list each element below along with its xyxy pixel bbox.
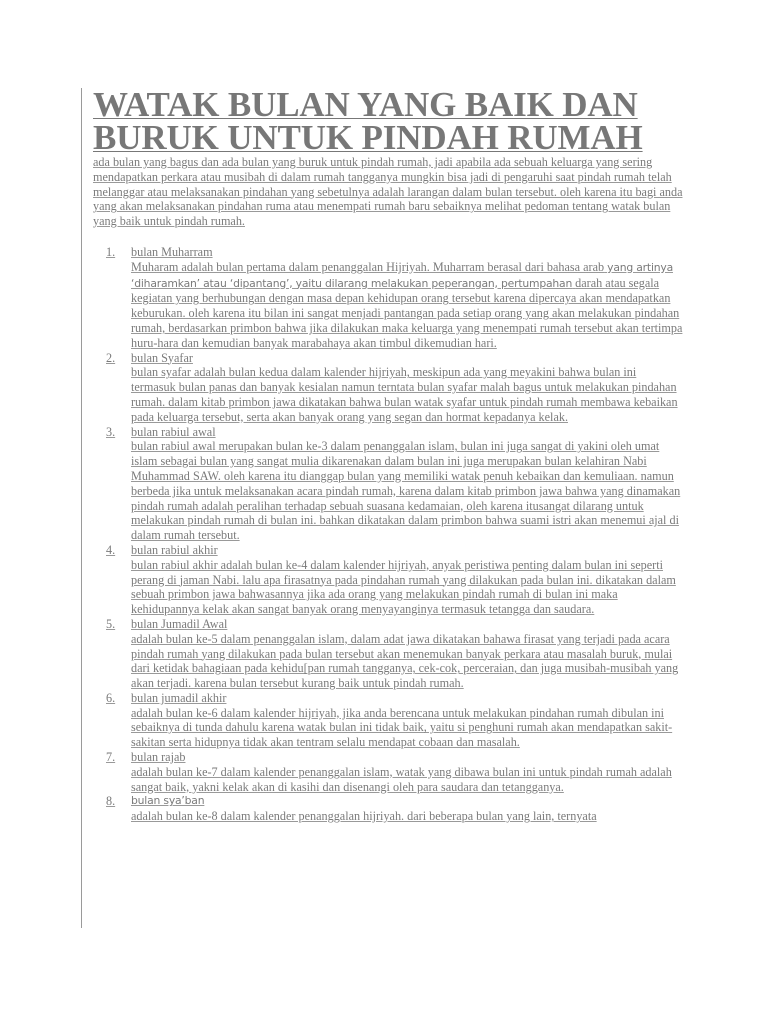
list-number: 4. bbox=[106, 542, 116, 557]
list-number: 7. bbox=[106, 750, 116, 765]
list-number: 1. bbox=[106, 244, 116, 259]
month-description-handwritten-line: yang artinya ‘diharamkan’ atau ‘dipantang’, yaitu dilarang melakukan peperangan, pertumpahan bbox=[131, 260, 673, 290]
list-item bbox=[93, 245, 683, 351]
month-description: adalah bulan ke-8 dalam kalender penanggalan hijriyah. dari beberapa bulan yang lain, ternyata bbox=[131, 809, 597, 824]
month-title: bulan jumadil akhir bbox=[131, 690, 227, 705]
list-number: 6. bbox=[106, 690, 116, 705]
month-description-rest: darah atau segala kegiatan yang berhubungan dengan masa depan kehidupan orang tersebut karena dipercaya akan mendapatkan keburukan. oleh karena itu bilan ini sangat menjadi pantangan pada setiap orang yang akan melakukan pindahan rumah, berdasarkan primbon bahwa jika dilakukan maka keluarga yang menempati rumah tersebut akan tertimpa huru-hara dan kemudian banyak marabahaya akan timbul dikemudian hari. bbox=[131, 275, 683, 350]
document-page bbox=[93, 85, 683, 824]
list-item bbox=[93, 794, 683, 824]
month-description: adalah bulan ke-5 dalam penanggalan islam, dalam adat jawa dikatakan bahawa firasat yang terjadi pada acara pindah rumah yang dilakukan pada bulan tersebut akan menemukan banyak perkara atau masalah buruk, mulai dari ketidak bahagiaan pada kehidu[pan rumah tangganya, cek-cok, perceraian, dan juga musibah-musibah yang akan terjadi. karena bulan tersebut kurang baik untuk pindah rumah. bbox=[131, 631, 679, 691]
list-item bbox=[93, 425, 683, 543]
list-item bbox=[93, 543, 683, 617]
list-item bbox=[93, 691, 683, 750]
month-description bbox=[131, 260, 683, 351]
month-title: bulan sya’ban bbox=[131, 794, 205, 808]
month-title: bulan rabiul akhir bbox=[131, 542, 218, 557]
intro-paragraph: ada bulan yang bagus dan ada bulan yang buruk untuk pindah rumah, jadi apabila ada sebuah keluarga yang sering mendapatkan perkara atau musibah di dalam rumah tangganya mungkin bisa jadi di pengaruhi saat pindah rumah telah melanggar atau melaksanakan pindahan yang sebetulnya adalah larangan dalam bulan tersebut. oleh karena itu bagi anda yang akan melaksanakan pindahan ruma atau menempati rumah baru sebaiknya melihat pedoman tentang watak bulan yang baik untuk pindah rumah. bbox=[93, 155, 683, 229]
month-description-line: Muharam adalah bulan pertama dalam penanggalan Hijriyah. Muharram berasal dari bahasa arab bbox=[131, 259, 605, 274]
month-description: adalah bulan ke-7 dalam kalender penanggalan islam, watak yang dibawa bulan ini untuk pindah rumah adalah sangat baik, yakni kelak akan di kasihi dan disenangi oleh para saudara dan tetangganya. bbox=[131, 764, 672, 794]
month-description: adalah bulan ke-6 dalam kalender hijriyah, jika anda berencana untuk melakukan pindahan rumah dibulan ini sebaiknya di tunda dahulu karena watak bulan ini tidak baik, yaitu si penghuni rumah akan mendapatkan sakit-sakitan serta hidupnya tidak akan tentram selalu mendapat cobaan dan masalah. bbox=[131, 705, 673, 750]
list-item bbox=[93, 617, 683, 691]
list-number: 2. bbox=[106, 350, 116, 365]
month-title: bulan rajab bbox=[131, 750, 186, 765]
left-margin-line bbox=[81, 88, 82, 928]
month-list bbox=[93, 245, 683, 824]
document-title: WATAK BULAN YANG BAIK DAN BURUK UNTUK PINDAH RUMAH bbox=[93, 85, 643, 157]
month-title: bulan rabiul awal bbox=[131, 424, 216, 439]
list-item bbox=[93, 351, 683, 425]
month-title: bulan Syafar bbox=[131, 350, 193, 365]
list-number: 5. bbox=[106, 616, 116, 631]
month-title: bulan Jumadil Awal bbox=[131, 616, 228, 631]
list-item bbox=[93, 750, 683, 794]
month-title: bulan Muharram bbox=[131, 244, 213, 259]
month-description: bulan rabiul awal merupakan bulan ke-3 dalam penanggalan islam, bulan ini juga sangat di yakini oleh umat islam sebagai bulan yang sangat mulia dikarenakan dalam bulan ini juga merupakan bulan kelahiran Nabi Muhammad SAW. oleh karena itu dianggap bulan yang memiliki watak penuh kebaikan dan kemuliaan. namun berbeda jika untuk melaksanakan acara pindah rumah, karena dalam kitab primbon jawa bahwa yang dinamakan pindah rumah adalah peralihan terhadap sebuah suasana kedamaian, oleh karena itusangat dilarang untuk melakukan pindah rumah di bulan ini. bahkan dikatakan dalam primbon bahwa suami istri akan menemui ajal di dalam rumah tersebut. bbox=[131, 439, 681, 543]
month-description: bulan rabiul akhir adalah bulan ke-4 dalam kalender hijriyah, anyak peristiwa penting dalam bulan ini seperti perang di jaman Nabi. lalu apa firasatnya pada pindahan rumah yang dilakukan pada bulan ini. dikatakan dalam sebuah primbon jawa bahwasannya jika ada orang yang melakukan pindah rumah di bulan ini maka kehidupannya kelak akan sangat banyak orang menyayanginya termasuk tetangga dan saudara. bbox=[131, 557, 676, 617]
list-number: 3. bbox=[106, 424, 116, 439]
list-number: 8. bbox=[106, 794, 116, 809]
month-description: bulan syafar adalah bulan kedua dalam kalender hijriyah, meskipun ada yang meyakini bahwa bulan ini termasuk bulan panas dan banyak kesialan namun terntata bulan syafar malah bagus untuk melakukan pindahan rumah. dalam kitab primbon jawa dikatakan bahwa bulan watak syafar untuk pindah rumah membawa kebaikan pada keluarga tersebut, serta akan banyak orang yang segan dan hormat kepadanya kelak. bbox=[131, 365, 678, 424]
